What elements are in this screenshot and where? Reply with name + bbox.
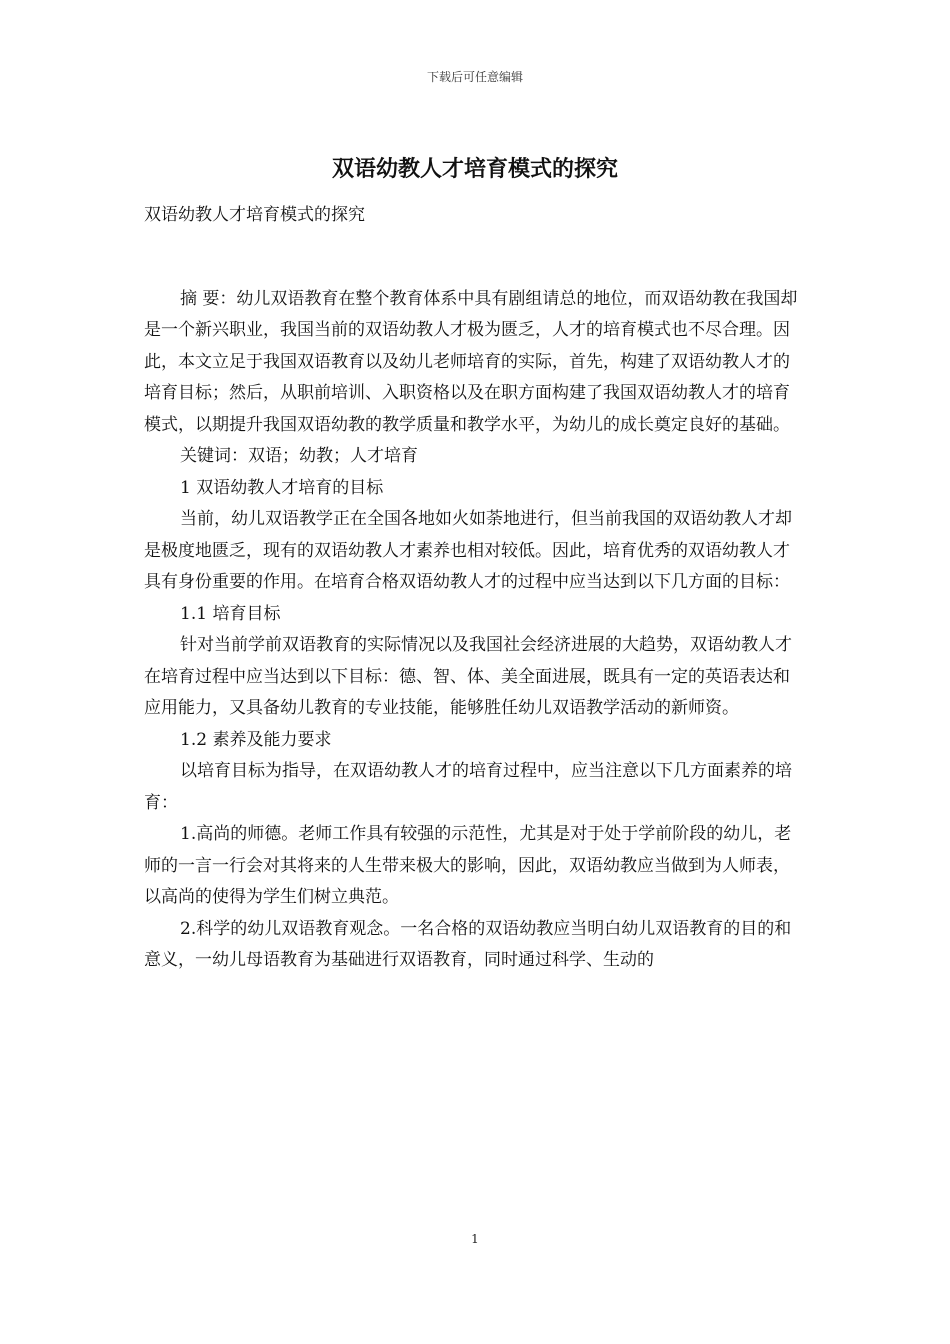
document-subtitle: 双语幼教人才培育模式的探究 xyxy=(144,205,365,225)
keywords-paragraph: 关键词：双语；幼教；人才培育 xyxy=(180,446,418,466)
subsection-heading: 1.2 素养及能力要求 xyxy=(180,729,332,750)
section-heading: 1 双语幼教人才培育的目标 xyxy=(180,477,384,498)
document-body xyxy=(144,200,806,977)
document-title: 双语幼教人才培育模式的探究 xyxy=(331,156,618,182)
list-item-paragraph: 2.科学的幼儿双语教育观念。一名合格的双语幼教应当明白幼儿双语教育的目的和意义，一幼儿母语教育为基础进行双语教育，同时通过科学、生动的 xyxy=(144,918,792,970)
body-paragraph: 当前，幼儿双语教学正在全国各地如火如荼地进行，但当前我国的双语幼教人才却是极度地匮乏，现有的双语幼教人才素养也相对较低。因此，培育优秀的双语幼教人才具有身份重要的作用。在培育合格双语幼教人才的过程中应当达到以下几方面的目标： xyxy=(144,509,792,592)
header-note: 下载后可任意编辑 xyxy=(426,70,523,84)
subsection-heading: 1.1 培育目标 xyxy=(180,603,281,624)
list-item-paragraph: 1.高尚的师德。老师工作具有较强的示范性，尤其是对于处于学前阶段的幼儿，老师的一言一行会对其将来的人生带来极大的影响，因此，双语幼教应当做到为人师表，以高尚的使得为学生们树立典范。 xyxy=(144,824,792,907)
abstract-paragraph: 摘 要：幼儿双语教育在整个教育体系中具有剧组请总的地位，而双语幼教在我国却是一个新兴职业，我国当前的双语幼教人才极为匮乏，人才的培育模式也不尽合理。因此，本文立足于我国双语教育以及幼儿老师培育的实际，首先，构建了双语幼教人才的培育目标；然后，从职前培训、入职资格以及在职方面构建了我国双语幼教人才的培育模式，以期提升我国双语幼教的教学质量和教学水平，为幼儿的成长奠定良好的基础。 xyxy=(144,288,798,435)
body-paragraph: 针对当前学前双语教育的实际情况以及我国社会经济进展的大趋势，双语幼教人才在培育过程中应当达到以下目标：德、智、体、美全面进展，既具有一定的英语表达和应用能力，又具备幼儿教育的专业技能，能够胜任幼儿双语教学活动的新师资。 xyxy=(144,635,792,718)
body-paragraph: 以培育目标为指导，在双语幼教人才的培育过程中，应当注意以下几方面素养的培育： xyxy=(144,761,792,813)
page-number: 1 xyxy=(471,1232,479,1246)
